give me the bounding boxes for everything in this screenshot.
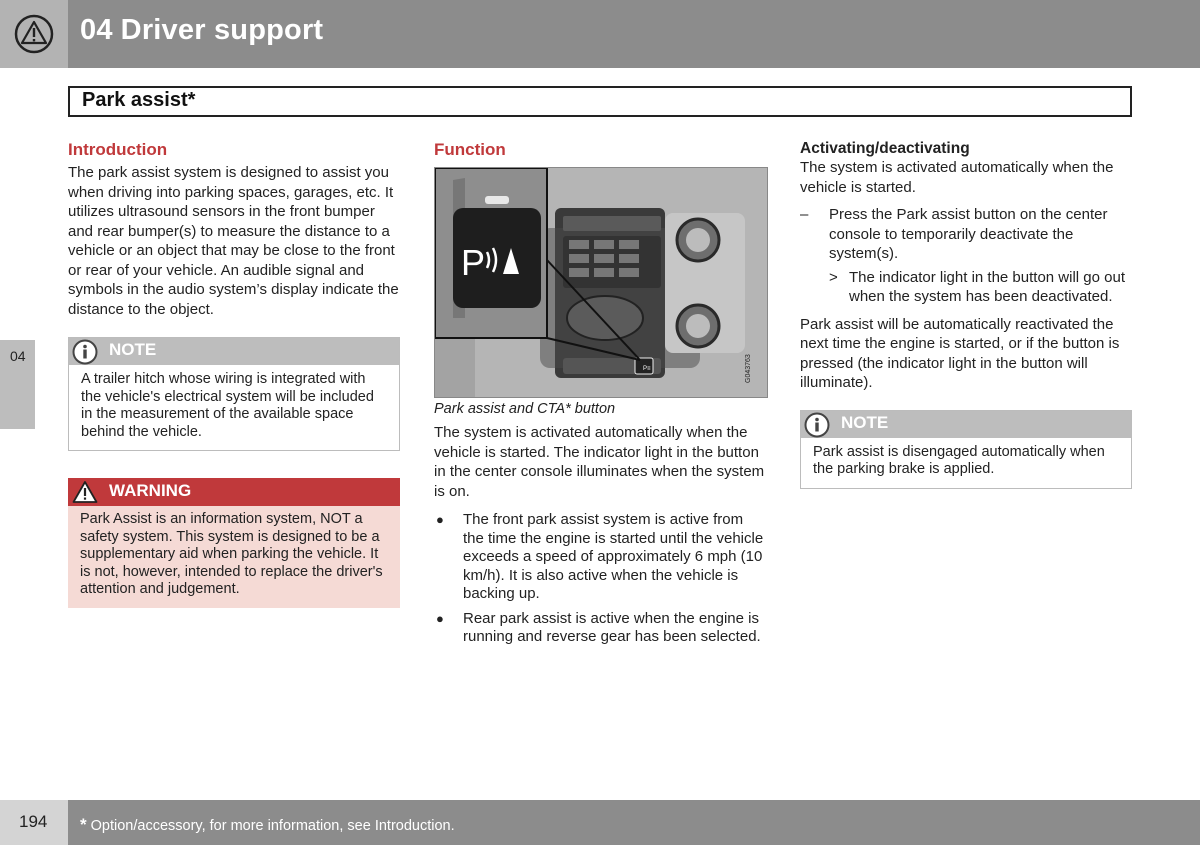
footer-page-box	[0, 800, 68, 845]
figure-code: G043763	[745, 354, 752, 383]
column-activating	[800, 140, 1132, 489]
info-icon	[72, 339, 98, 365]
note-header	[69, 338, 399, 365]
warning-text: Park Assist is an information system, NOT a safety system. This system is designed to be a supplementary aid when parking the vehicle. It is not, however, intended to replace the driver's attention and judgement.	[80, 511, 383, 597]
activating-intro: The system is activated automatically when the vehicle is started.	[800, 159, 1114, 196]
column-function	[434, 140, 768, 653]
note-label: NOTE	[109, 340, 157, 359]
activating-heading: Activating/deactivating	[800, 140, 970, 157]
section-title: Park assist*	[82, 89, 196, 111]
warning-label: WARNING	[109, 481, 192, 500]
intro-text: The park assist system is designed to assist you when driving into parking spaces, garages, etc. It utilizes ultrasound sensors in the front bumper and rear bumper(s) to measure the distance to a vehicle or an object that may be close to the front or rear of your vehicle. An audible signal and symbols in the audio system’s display indicate the distance to the object.	[68, 164, 399, 318]
chapter-icon-box	[0, 0, 68, 68]
park-assist-figure	[434, 167, 768, 398]
column-introduction	[68, 140, 400, 608]
chapter-number: 04	[80, 14, 113, 46]
function-heading: Function	[434, 140, 506, 159]
step-item: – Press the Park assist button on the center console to temporarily deactivate the system(s).	[800, 206, 1108, 262]
arrow-marker: >	[829, 268, 838, 286]
intro-heading: Introduction	[68, 140, 168, 159]
park-button-tiny-label: P≡	[643, 366, 651, 372]
chapter-header	[0, 0, 1200, 68]
bullet-icon: ●	[436, 610, 444, 626]
bullet-icon: ●	[436, 512, 444, 527]
function-text: The system is activated automatically when the vehicle is started. The indicator light in the button in the center console illuminates when the system is on.	[434, 424, 765, 500]
warning-box	[68, 478, 400, 608]
function-bullets	[434, 511, 768, 647]
dash-marker: –	[800, 206, 809, 223]
footnote-star: *	[80, 815, 87, 834]
page-number: 194	[19, 812, 48, 831]
chapter-name: Driver support	[120, 14, 324, 46]
warning-header	[68, 478, 400, 506]
note-box	[800, 410, 1132, 489]
warning-triangle-icon	[14, 14, 54, 54]
chapter-title	[80, 14, 323, 47]
info-icon	[804, 412, 830, 438]
note-label: NOTE	[841, 412, 889, 432]
note-box	[68, 337, 400, 451]
list-item: ● The front park assist system is active from the time the engine is started until the vehicle exceeds a speed of approximately 6 mph (10 km/h). It is also active when the vehicle is backing up.	[436, 511, 764, 602]
svg-text:P: P	[461, 242, 486, 283]
activating-text: Park assist will be automatically reactivated the next time the engine is started, or if the button is pressed (the indicator light in the button will illuminate).	[800, 315, 1120, 391]
footer-note	[80, 815, 455, 835]
note-header	[801, 411, 1131, 438]
center-console-illustration	[435, 168, 767, 397]
warning-triangle-icon	[72, 480, 98, 504]
section-heading-box	[68, 86, 1132, 117]
list-item: ● Rear park assist is active when the engine is running and reverse gear has been selected.	[436, 609, 761, 645]
note-text: A trailer hitch whose wiring is integrated with the vehicle's electrical system will be included in the measurement of the available space behind the vehicle.	[81, 371, 374, 440]
figure-caption: Park assist and CTA* button	[434, 401, 616, 417]
chapter-side-tab	[0, 340, 35, 429]
result-item: > The indicator light in the button will go out when the system has been deactivated.	[829, 268, 1125, 305]
side-tab-label: 04	[10, 348, 26, 364]
footnote-text: Option/accessory, for more information, see Introduction.	[90, 818, 455, 834]
note-text: Park assist is disengaged automatically when the parking brake is applied.	[813, 443, 1105, 477]
footer-bar	[68, 800, 1200, 845]
